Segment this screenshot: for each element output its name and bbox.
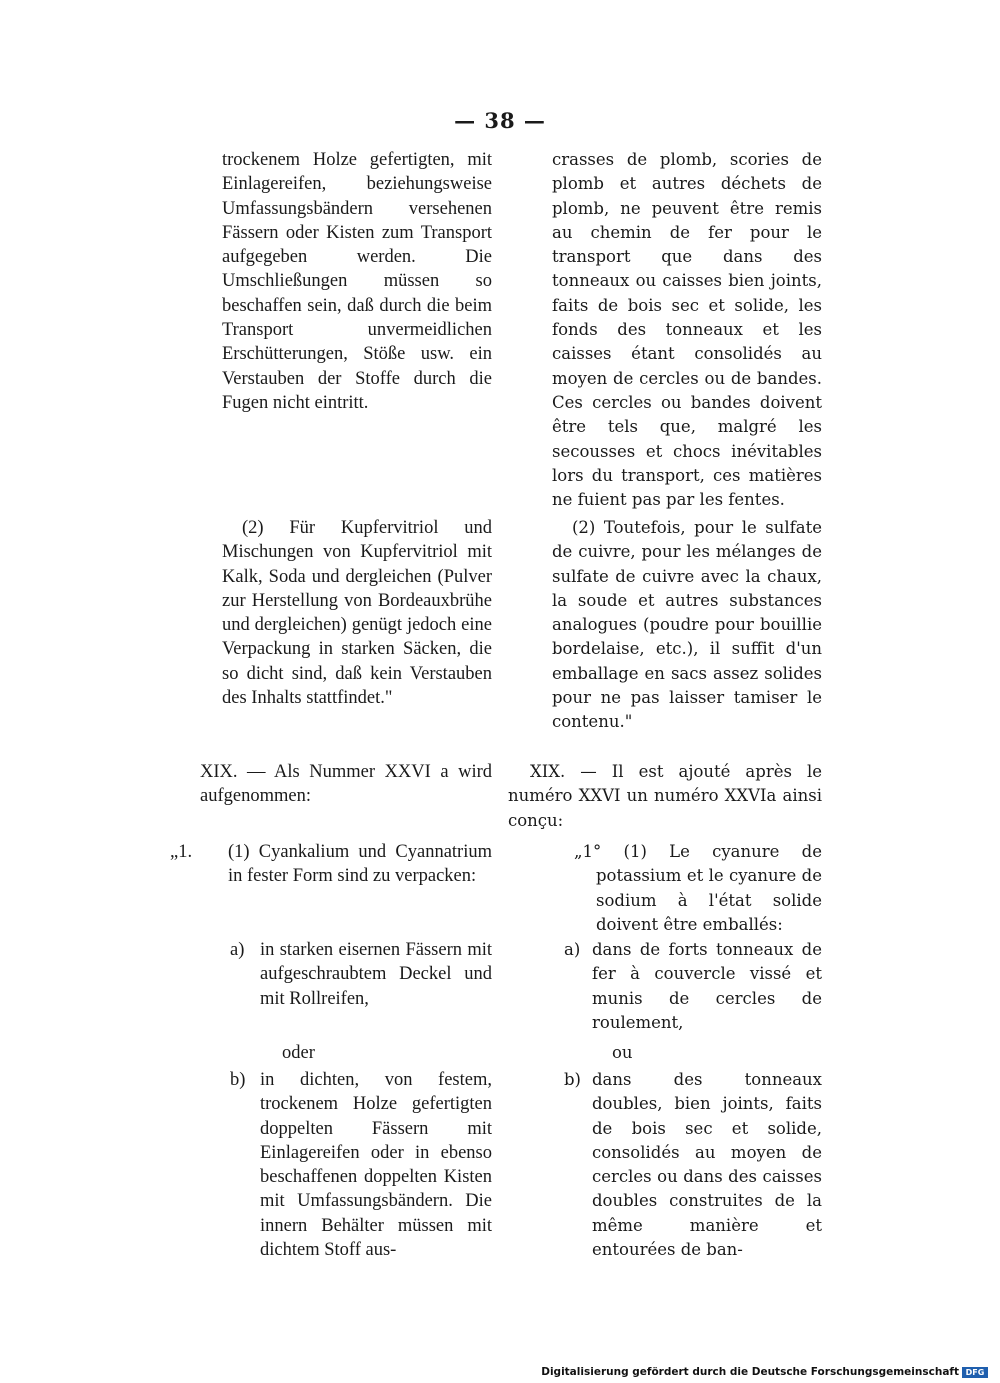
french-item-a xyxy=(560,938,822,1038)
german-paragraph-2: (2) Für Kupfervitriol und Mischungen von Kupfervitriol mit Kalk, Soda und dergleichen (Pulver zur Herstellung von Bordeauxbrühe und dergleichen) genügt jedoch eine Verpackung in starken Säcken, die so dicht sind, daß kein Verstauben des Inhalts stattfindet." xyxy=(222,518,492,709)
german-item-a-text: in starken eisernen Fässern mit aufgeschraubtem Deckel und mit Rollreifen, xyxy=(260,940,492,1009)
german-item-a-marker: a) xyxy=(230,940,245,960)
french-paragraph-1: crasses de plomb, scories de plomb et autres déchets de plomb, ne peuvent être remis au chemin de fer pour le transport que dans des tonneaux ou caisses bien joints, faits de bois sec et solide, les fonds des tonneaux et les caisses étant consolidés au moyen de cercles ou de bandes. Ces cercles ou bandes doivent être tels que, malgré les secousses et chocs inévitables lors du transport, ces matières ne fuient pas par les fentes. xyxy=(552,150,822,510)
german-item-b xyxy=(230,1068,492,1261)
german-item-1-text: (1) Cyankalium und Cyannatrium in fester Form sind zu verpacken: xyxy=(228,842,492,887)
french-item-1: „1° (1) Le cyanure de potassium et le cyanure de sodium à l'état solide doivent être emballés: xyxy=(574,842,822,934)
german-item-a xyxy=(230,938,492,1018)
german-paragraph-1: trockenem Holze gefertigten, mit Einlagereifen, beziehungsweise Umfassungsbändern versehenen Fässern oder Kisten zum Transport aufgegeben werden. Die Umschließungen müssen so beschaffen sein, daß durch die beim Transport unvermeidlichen Erschütterungen, Stöße usw. ein Verstauben der Stoffe durch die Fugen nicht eintritt. xyxy=(222,150,492,413)
french-item-a-text: dans de forts tonneaux de fer à couvercle vissé et munis de cercles de roulement, xyxy=(592,940,822,1032)
german-oder: oder xyxy=(282,1043,315,1063)
page-number: — 38 — xyxy=(454,108,546,133)
french-item-b-marker: b) xyxy=(564,1070,581,1089)
french-item-b-text: dans des tonneaux doubles, bien joints, faits de bois sec et solide, consolidés au moyen de cercles ou dans des caisses doubles construites de la même manière et entourées de ban- xyxy=(592,1070,822,1260)
german-item-b-text: in dichten, von festem, trockenem Holze gefertigten doppelten Fässern mit Einlagereifen oder in ebenso beschaffenen doppelten Kisten mit Umfassungsbändern. Die innern Behälter müssen mit dichtem Stoff aus- xyxy=(260,1070,492,1261)
french-paragraph-2: (2) Toutefois, pour le sulfate de cuivre, pour les mélanges de sulfate de cuivre avec la chaux, la soude et autres substances analogues (poudre pour bouillie bordelaise, etc.), il suffit d'un emballage en sacs assez solides pour ne pas laisser tamiser le contenu." xyxy=(552,518,822,732)
footer-text: Digitalisierung gefördert durch die Deutsche Forschungsgemeinschaft xyxy=(541,1366,959,1378)
german-column xyxy=(170,148,492,1261)
french-column xyxy=(508,148,822,1260)
german-item-b-marker: b) xyxy=(230,1070,246,1090)
french-ou: ou xyxy=(612,1043,633,1062)
french-paragraph-3: XIX. — Il est ajouté après le numéro XXVI un numéro XXVIa ainsi conçu: xyxy=(508,762,822,830)
german-paragraph-3: XIX. — Als Nummer XXVI a wird aufgenommen: xyxy=(200,762,492,807)
german-item-1-marker: „1. xyxy=(170,842,193,862)
dfg-logo: DFG xyxy=(962,1367,988,1378)
german-item-1 xyxy=(170,840,492,900)
french-item-a-marker: a) xyxy=(564,940,581,959)
digitization-footer xyxy=(541,1366,988,1378)
french-item-b xyxy=(560,1068,822,1260)
